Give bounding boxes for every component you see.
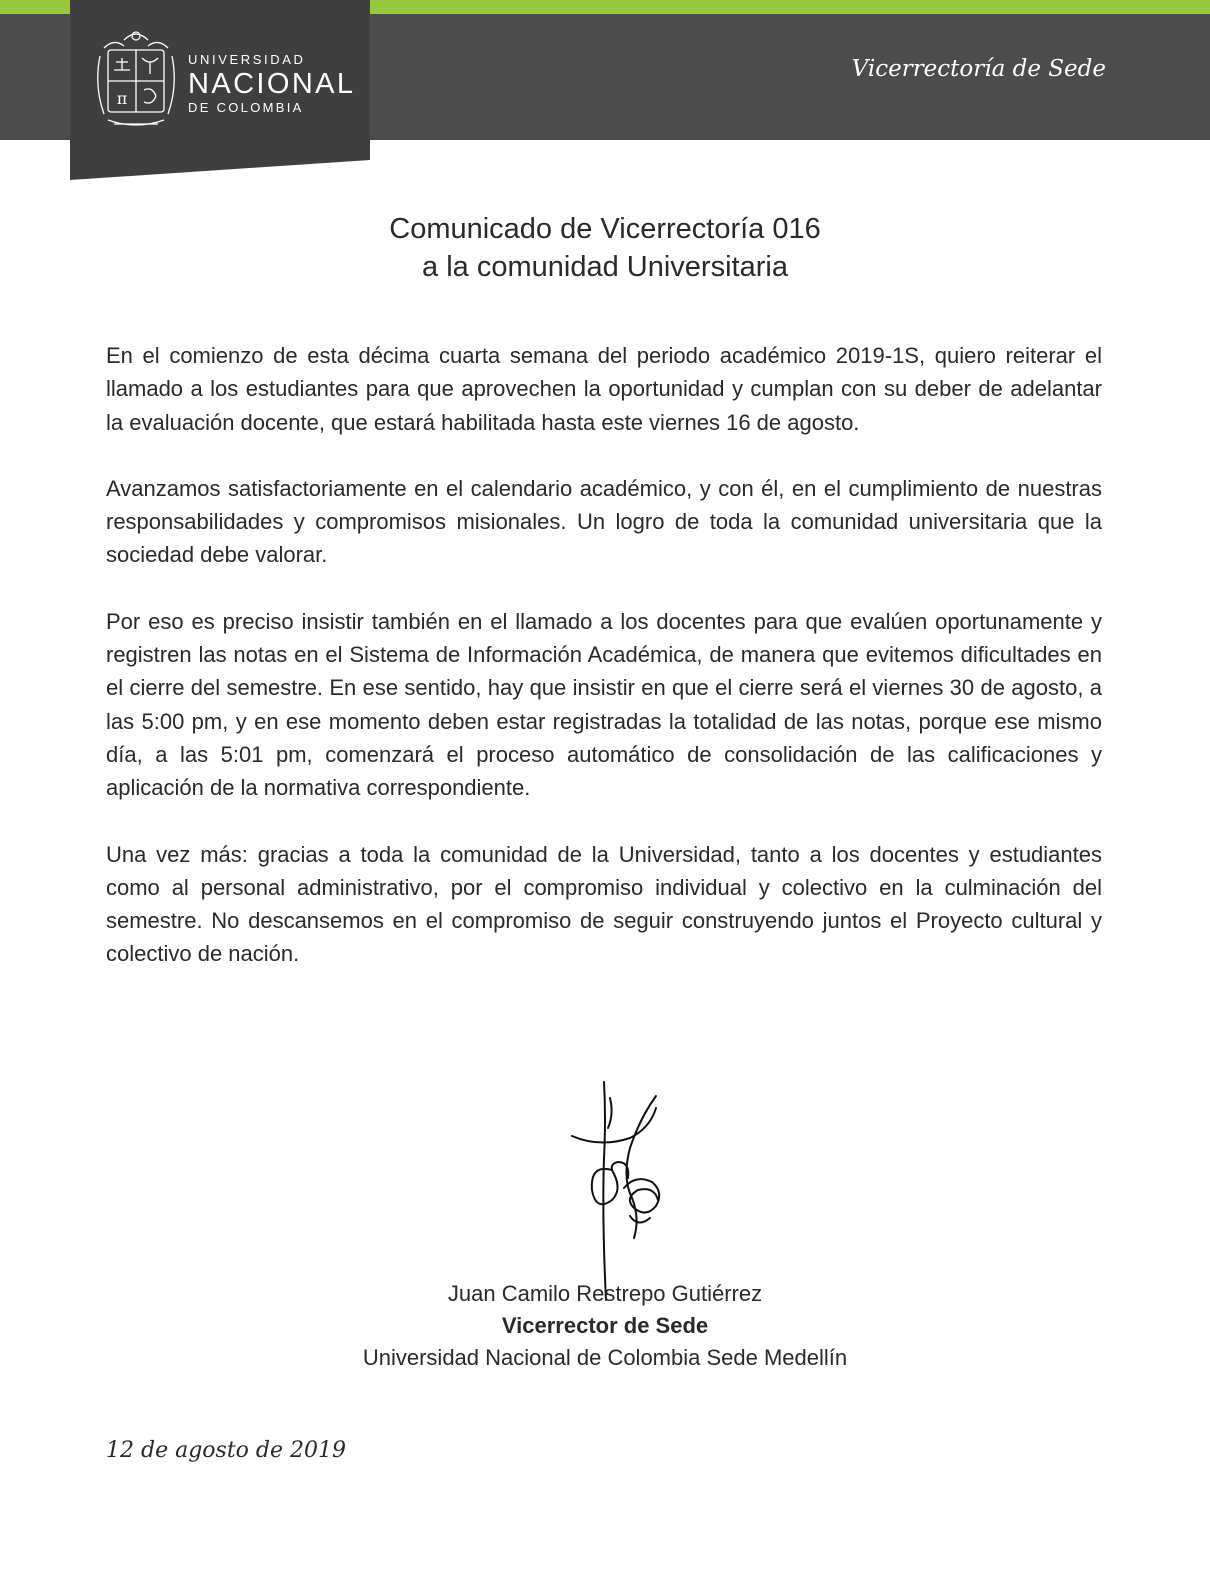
office-name: Vicerrectoría de Sede: [851, 56, 1106, 82]
document-date: 12 de agosto de 2019: [106, 1438, 346, 1463]
signer-block: [0, 1278, 1210, 1374]
paragraph-4: Una vez más: gracias a toda la comunidad de la Universidad, tanto a los docentes y estudiantes como al personal administrativo, por el compromiso individual y colectivo en la culminación del semestre. No descansemos en el compromiso de seguir construyendo juntos el Proyecto cultural y colectivo de nación.: [106, 841, 1102, 967]
crest-pi-symbol: π: [116, 89, 128, 108]
signer-role: Vicerrector de Sede: [501, 1313, 709, 1338]
signer-institution: Universidad Nacional de Colombia Sede Medellín: [362, 1345, 848, 1370]
university-logo-text: [188, 52, 355, 116]
handwritten-signature: [560, 1078, 700, 1303]
document-title: [0, 210, 1210, 286]
paragraph-1: En el comienzo de esta décima cuarta semana del periodo académico 2019-1S, quiero reiterar el llamado a los estudiantes para que aprovechen la oportunidad y cumplan con su deber de adelantar la evaluación docente, que estará habilitada hasta este viernes 16 de agosto.: [106, 343, 1102, 435]
document-body: [106, 339, 1102, 1004]
title-line-2: a la comunidad Universitaria: [422, 251, 788, 283]
logo-line-nacional: NACIONAL: [188, 68, 356, 100]
logo-line-universidad: UNIVERSIDAD: [188, 52, 306, 67]
paragraph-3: Por eso es preciso insistir también en el llamado a los docentes para que evalúen oportunamente y registren las notas en el Sistema de Información Académica, de manera que evitemos dificultades en el cierre del semestre. En ese sentido, hay que insistir en que el cierre será el viernes 30 de agosto, a las 5:00 pm, y en ese momento deben estar registradas la totalidad de las notas, porque ese mismo día, a las 5:01 pm, comenzará el proceso automático de consolidación de las calificaciones y aplicación de la normativa correspondiente.: [106, 608, 1102, 801]
title-line-1: Comunicado de Vicerrectoría 016: [389, 213, 821, 245]
logo-line-de-colombia: DE COLOMBIA: [188, 100, 304, 115]
signer-name: Juan Camilo Restrepo Gutiérrez: [447, 1281, 763, 1306]
paragraph-2: Avanzamos satisfactoriamente en el calendario académico, y con él, en el cumplimiento de nuestras responsabilidades y compromisos misionales. Un logro de toda la comunidad universitaria que la sociedad debe valorar.: [106, 475, 1102, 568]
university-crest-icon: [94, 26, 178, 138]
